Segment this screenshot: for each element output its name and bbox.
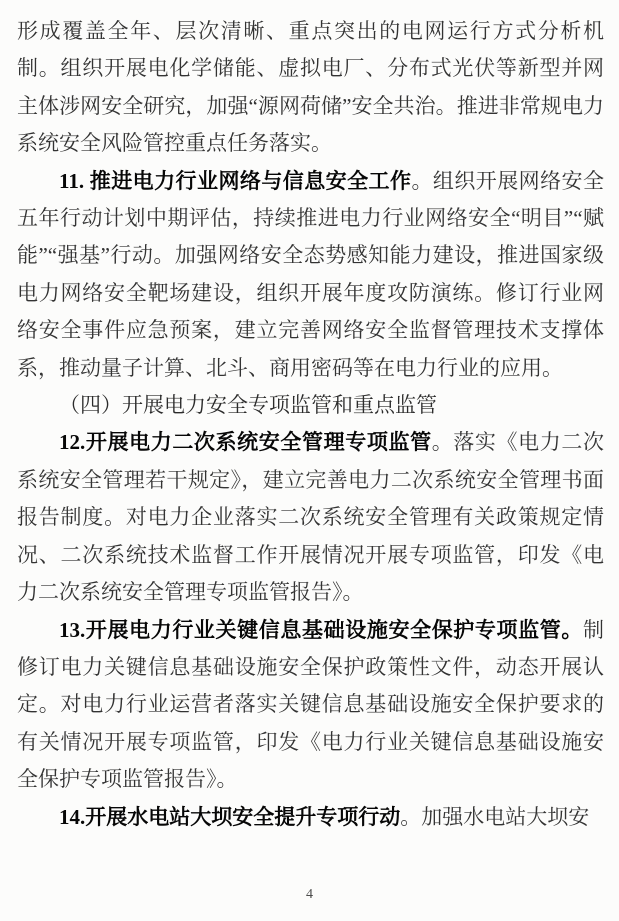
page-number: 4 <box>306 887 313 902</box>
section-heading-text: （四）开展电力安全专项监管和重点监管 <box>59 393 437 418</box>
page-footer <box>0 885 619 903</box>
paragraph-item-13 <box>17 612 604 799</box>
paragraph-continuation <box>17 13 604 163</box>
body-text: 制修订电力关键信息基础设施安全保护政策性文件，动态开展认定。对电力行业运营者落实关键信息基础设施安全保护要求的有关情况开展专项监管，印发《电力行业关键信息基础设施安全保护专项监管报告》。 <box>17 617 604 792</box>
document-body <box>17 13 604 836</box>
body-text: 。加强水电站大坝安 <box>400 804 590 829</box>
paragraph-item-14 <box>17 799 604 836</box>
paragraph-item-11 <box>17 163 604 387</box>
section-heading-4 <box>17 387 604 424</box>
item-13-heading: 13.开展电力行业关键信息基础设施安全保护专项监管。 <box>59 617 583 642</box>
item-11-heading: 11. 推进电力行业网络与信息安全工作 <box>59 168 412 193</box>
body-text: 。组织开展网络安全五年行动计划中期评估，持续推进电力行业网络安全“明目”“赋能”“强基”行动。加强网络安全态势感知能力建设，推进国家级电力网络安全靶场建设，组织开展年度攻防演练。修订行业网络安全事件应急预案，建立完善网络安全监督管理技术支撑体系，推动量子计算、北斗、商用密码等在电力行业的应用。 <box>17 168 605 380</box>
item-12-heading: 12.开展电力二次系统安全管理专项监管 <box>59 430 432 455</box>
body-text: 形成覆盖全年、层次清晰、重点突出的电网运行方式分析机制。组织开展电化学储能、虚拟电厂、分布式光伏等新型并网主体涉网安全研究，加强“源网荷储”安全共治。推进非常规电力系统安全风险管控重点任务落实。 <box>17 19 604 156</box>
paragraph-item-12 <box>17 424 604 611</box>
body-text: 。落实《电力二次系统安全管理若干规定》，建立完善电力二次系统安全管理书面报告制度。对电力企业落实二次系统安全管理有关政策规定情况、二次系统技术监督工作开展情况开展专项监管，印发《电力二次系统安全管理专项监管报告》。 <box>17 430 605 605</box>
item-14-heading: 14.开展水电站大坝安全提升专项行动 <box>59 804 401 829</box>
